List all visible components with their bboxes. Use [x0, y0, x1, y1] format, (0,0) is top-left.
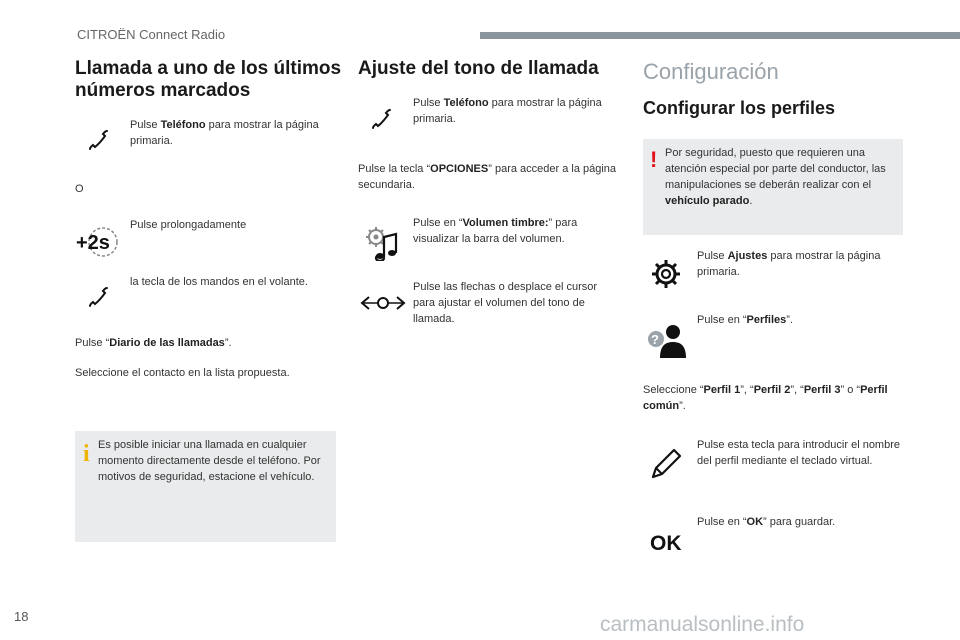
page-number: 18 [14, 609, 29, 624]
section-title-configuration: Configuración [643, 59, 779, 84]
col3-step3: Seleccione “Perfil 1”, “Perfil 2”, “Perfil 3” o “Perfil común”. [643, 384, 888, 412]
warning-box [643, 139, 903, 235]
phone-icon [86, 285, 112, 311]
warning-text: Por seguridad, puesto que requieren una atención especial por parte del conductor, las manipulaciones se deberán realizar con el vehículo parado. [665, 147, 886, 207]
col1-step1: Pulse Teléfono para mostrar la página primaria. [130, 119, 319, 147]
info-text: Es posible iniciar una llamada en cualquier momento directamente desde el teléfono. Por motivos de seguridad, estacione el vehículo. [98, 439, 321, 483]
watermark: carmanualsonline.info [600, 613, 805, 636]
col3-step1: Pulse Ajustes para mostrar la página primaria. [697, 250, 881, 278]
or-text: O [75, 183, 84, 195]
pencil-edit-icon [649, 447, 683, 481]
long-press-icon: +2s [74, 226, 120, 258]
info-box [75, 431, 336, 542]
col3-step5: Pulse en “OK” para guardar. [697, 516, 836, 528]
phone-icon [369, 107, 395, 133]
ringtone-settings-icon [364, 225, 404, 261]
slider-arrows-icon [360, 292, 406, 314]
phone-icon [86, 128, 112, 154]
col1-step4: Pulse “Diario de las llamadas”. [75, 337, 232, 349]
col3-step4: Pulse esta tecla para introducir el nombre del perfil mediante el teclado virtual. [697, 439, 900, 467]
ok-icon: OK [650, 532, 682, 555]
col2-step1: Pulse Teléfono para mostrar la página primaria. [413, 97, 602, 125]
warning-icon: ! [650, 147, 658, 172]
manual-header-title: CITROËN Connect Radio [77, 27, 226, 42]
info-icon: i [83, 441, 90, 467]
subsection-title-profiles: Configurar los perfiles [643, 98, 836, 118]
col2-step3: Pulse en “Volumen timbre:” para visualizar la barra del volumen. [413, 217, 578, 245]
header-bar [480, 32, 960, 39]
col1-step5: Seleccione el contacto en la lista propuesta. [75, 367, 290, 379]
settings-gear-icon [650, 258, 682, 290]
col1-step2: Pulse prolongadamente [130, 219, 247, 231]
col2-step2: Pulse la tecla “OPCIONES” para acceder a la página secundaria. [358, 163, 617, 191]
section-title-last-numbers: Llamada a uno de los últimos números marcados [75, 58, 342, 101]
col1-step3: la tecla de los mandos en el volante. [130, 276, 308, 288]
section-title-ringtone: Ajuste del tono de llamada [358, 58, 599, 79]
col3-step2: Pulse en “Perfiles”. [697, 314, 794, 326]
profile-icon: ? [647, 322, 687, 358]
col2-step4: Pulse las flechas o desplace el cursor para ajustar el volumen del tono de llamada. [413, 281, 598, 325]
